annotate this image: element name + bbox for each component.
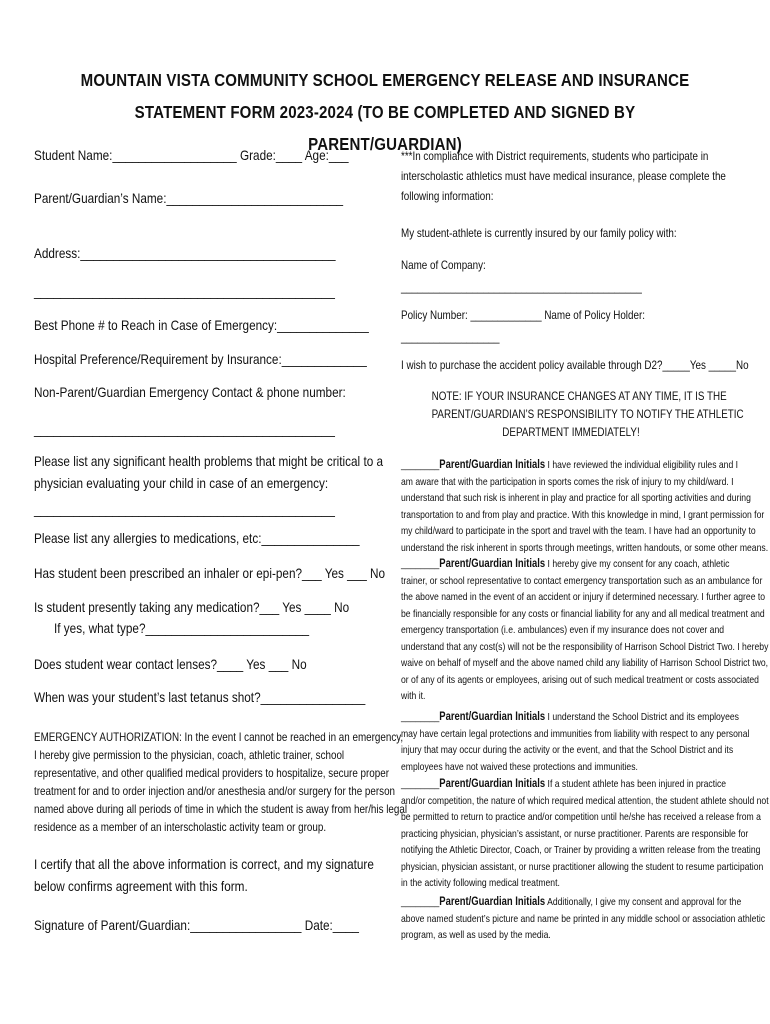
- signature-field[interactable]: Signature of Parent/Guardian:_________________ Date:____: [34, 917, 359, 933]
- insurance-note: [401, 387, 744, 441]
- initials-label: Parent/Guardian Initials: [439, 896, 546, 908]
- initials-label: Parent/Guardian Initials: [439, 778, 546, 790]
- block-text-line: employees have not waived these protections and immunities.: [401, 760, 638, 773]
- company-name-field[interactable]: ____________________________________________: [401, 280, 642, 294]
- emergency-authorization-line: residence as a member of an interscholastic activity team or group.: [34, 820, 327, 834]
- accident-policy-question[interactable]: I wish to purchase the accident policy available through D2?_____Yes _____No: [401, 358, 749, 372]
- block-text: I understand the School District and its employees: [545, 711, 739, 723]
- block-text-line: trainer, or school representative to contact emergency transportation such as an ambulance for: [401, 574, 763, 587]
- emergency-contact-field[interactable]: ______________________________________________: [34, 421, 335, 437]
- block-text: Additionally, I give my consent and approval for the: [545, 896, 742, 908]
- emergency-contact-label: Non-Parent/Guardian Emergency Contact & phone number:: [34, 384, 346, 400]
- compliance-line: ***In compliance with District requirements, students who participate in: [401, 149, 709, 163]
- injury-release-initials-block: [401, 776, 770, 892]
- immunity-initials-line: [401, 709, 749, 726]
- initials-label: Parent/Guardian Initials: [439, 711, 546, 723]
- inhaler-question[interactable]: Has student been prescribed an inhaler or epi-pen?___ Yes ___ No: [34, 565, 386, 581]
- transport-consent-initials-block: [401, 556, 770, 705]
- block-text-line: notifying the Athletic Director, Coach, or Trainer by providing a written release from the treating: [401, 844, 761, 856]
- medication-type-field[interactable]: If yes, what type?_________________________: [54, 620, 310, 636]
- emergency-authorization-line: named above during all periods of time in which the student is away from her/his legal: [34, 802, 408, 816]
- block-text-line: understand that any cost(s) will not be the responsibility of Harrison School District Two. I hereby: [401, 640, 769, 653]
- insurance-note-line: PARENT/GUARDIAN’S RESPONSIBILITY TO NOTIFY THE ATHLETIC: [431, 407, 744, 421]
- block-text: I hereby give my consent for any coach, athletic: [545, 558, 730, 570]
- block-text-line: be permitted to return to practice and/or competition until he/she has received a release from a: [401, 811, 761, 823]
- initials-blank[interactable]: ________: [401, 896, 440, 908]
- medication-question[interactable]: Is student presently taking any medication?___ Yes ____ No: [34, 599, 350, 615]
- certification-statement: [34, 853, 439, 897]
- compliance-line: following information:: [401, 189, 494, 203]
- emergency-authorization-line: I hereby give permission to the physician, coach, athletic trainer, school: [34, 748, 345, 762]
- compliance-line: interscholastic athletics must have medical insurance, please complete the: [401, 169, 726, 183]
- emergency-authorization-line: treatment for and to order injection and/or anesthesia and/or surgery for the person: [34, 784, 396, 798]
- tetanus-field[interactable]: When was your student’s last tetanus shot?________________: [34, 689, 366, 705]
- health-problems-label-2: physician evaluating your child in case of an emergency:: [34, 475, 329, 491]
- block-text-line: waive on behalf of myself and the above named child any liability of Harrison School District two,: [401, 657, 769, 669]
- block-text: If a student athlete has been injured in practice: [545, 778, 727, 790]
- guardian-name-field[interactable]: Parent/Guardian’s Name:___________________________: [34, 190, 344, 206]
- block-text-line: am aware that with the participation in sports comes the risk of injury to my child/ward. I: [401, 475, 734, 488]
- policy-number-field[interactable]: Policy Number: _____________ Name of Policy Holder:: [401, 308, 645, 322]
- block-text-line: above named student’s picture and name be printed in any middle school or association athletic: [401, 912, 766, 925]
- certification-line: below confirms agreement with this form.: [34, 878, 248, 894]
- insurance-note-line: DEPARTMENT IMMEDIATELY!: [502, 425, 640, 439]
- allergies-field[interactable]: Please list any allergies to medications, etc:_______________: [34, 530, 360, 546]
- block-text-line: the above named in the event of an accident or injury if determined necessary. I further agree to: [401, 591, 766, 603]
- policy-holder-field[interactable]: __________________: [401, 330, 500, 344]
- form-title-line-1: MOUNTAIN VISTA COMMUNITY SCHOOL EMERGENCY RELEASE AND INSURANCE: [80, 70, 690, 90]
- initials-blank[interactable]: ________: [401, 711, 440, 723]
- block-text-line: physician, physician assistant, or nurse practitioner allowing the student to resume participation: [401, 860, 764, 873]
- emergency-authorization-line: EMERGENCY AUTHORIZATION: In the event I cannot be reached in an emergency,: [34, 730, 404, 744]
- address-line-2[interactable]: ______________________________________________: [34, 283, 335, 299]
- initials-label: Parent/Guardian Initials: [439, 459, 546, 471]
- initials-label: Parent/Guardian Initials: [439, 558, 546, 570]
- eligibility-initials-line: [401, 457, 768, 474]
- form-title-line-2: STATEMENT FORM 2023-2024 (TO BE COMPLETED AND SIGNED BY PARENT/GUARDIAN): [134, 102, 636, 154]
- block-text: I have reviewed the individual eligibility rules and I: [545, 459, 739, 471]
- hospital-preference-field[interactable]: Hospital Preference/Requirement by Insurance:_____________: [34, 351, 367, 367]
- health-problems-field[interactable]: ______________________________________________: [34, 501, 335, 517]
- block-text-line: transportation to and from play and practice. With this knowledge in mind, I grant permission for: [401, 508, 765, 521]
- block-text-line: injury that may occur during the activity or the event, and that the School District and its: [401, 744, 734, 756]
- injury-initials-line: [401, 776, 769, 793]
- initials-blank[interactable]: ________: [401, 558, 440, 570]
- emergency-phone-field[interactable]: Best Phone # to Reach in Case of Emergency:______________: [34, 317, 369, 333]
- address-field[interactable]: Address:_______________________________________: [34, 245, 336, 261]
- block-text-line: practicing physician, physician’s assistant, or nurse practitioner. Parents are responsible for: [401, 827, 749, 840]
- health-problems-label: Please list any significant health problems that might be critical to a: [34, 453, 384, 469]
- insured-statement: My student-athlete is currently insured by our family policy with:: [401, 226, 677, 240]
- media-consent-initials-block: [401, 894, 770, 944]
- company-name-label: Name of Company:: [401, 258, 486, 272]
- eligibility-initials-block: [401, 457, 770, 556]
- compliance-statement: [401, 146, 770, 206]
- emergency-authorization-line: representative, and other qualified medical providers to hospitalize, secure proper: [34, 766, 389, 780]
- initials-blank[interactable]: ________: [401, 459, 440, 471]
- immunity-initials-block: [401, 709, 770, 775]
- contact-lenses-question[interactable]: Does student wear contact lenses?____ Yes ___ No: [34, 656, 307, 672]
- block-text-line: my child/ward to participate in the sport and travel with the team. I have had an opportunity to: [401, 525, 756, 537]
- transport-initials-line: [401, 556, 768, 573]
- block-text-line: be financially responsible for any costs or financial liability for any and all medical treatment and: [401, 607, 765, 620]
- block-text-line: in the activity following medical treatment.: [401, 877, 560, 889]
- block-text-line: emergency transportation (i.e. ambulances) even if my insurance does not cover and: [401, 624, 725, 636]
- block-text-line: program, as well as used by the media.: [401, 929, 551, 941]
- block-text-line: understand the risk inherent in sports through meetings, written handouts, or some other means.: [401, 541, 769, 554]
- initials-blank[interactable]: ________: [401, 778, 440, 790]
- block-text-line: may have certain legal protections and immunities from liability with respect to any personal: [401, 727, 750, 740]
- media-initials-line: [401, 894, 765, 911]
- block-text-line: with it.: [401, 690, 426, 702]
- certification-line: I certify that all the above information is correct, and my signature: [34, 856, 374, 872]
- student-name-field[interactable]: Student Name:___________________ Grade:____ Age:___: [34, 147, 349, 163]
- block-text-line: or of any of its agents or employees, arising out of such medical treatment or costs associated: [401, 673, 759, 686]
- insurance-note-line: NOTE: IF YOUR INSURANCE CHANGES AT ANY TIME, IT IS THE: [431, 389, 727, 403]
- block-text-line: and/or competition, the nature of which required medical attention, the student athlete should not: [401, 794, 769, 807]
- block-text-line: understand that such risk is inherent in play and practice for all sporting activities and during: [401, 492, 751, 504]
